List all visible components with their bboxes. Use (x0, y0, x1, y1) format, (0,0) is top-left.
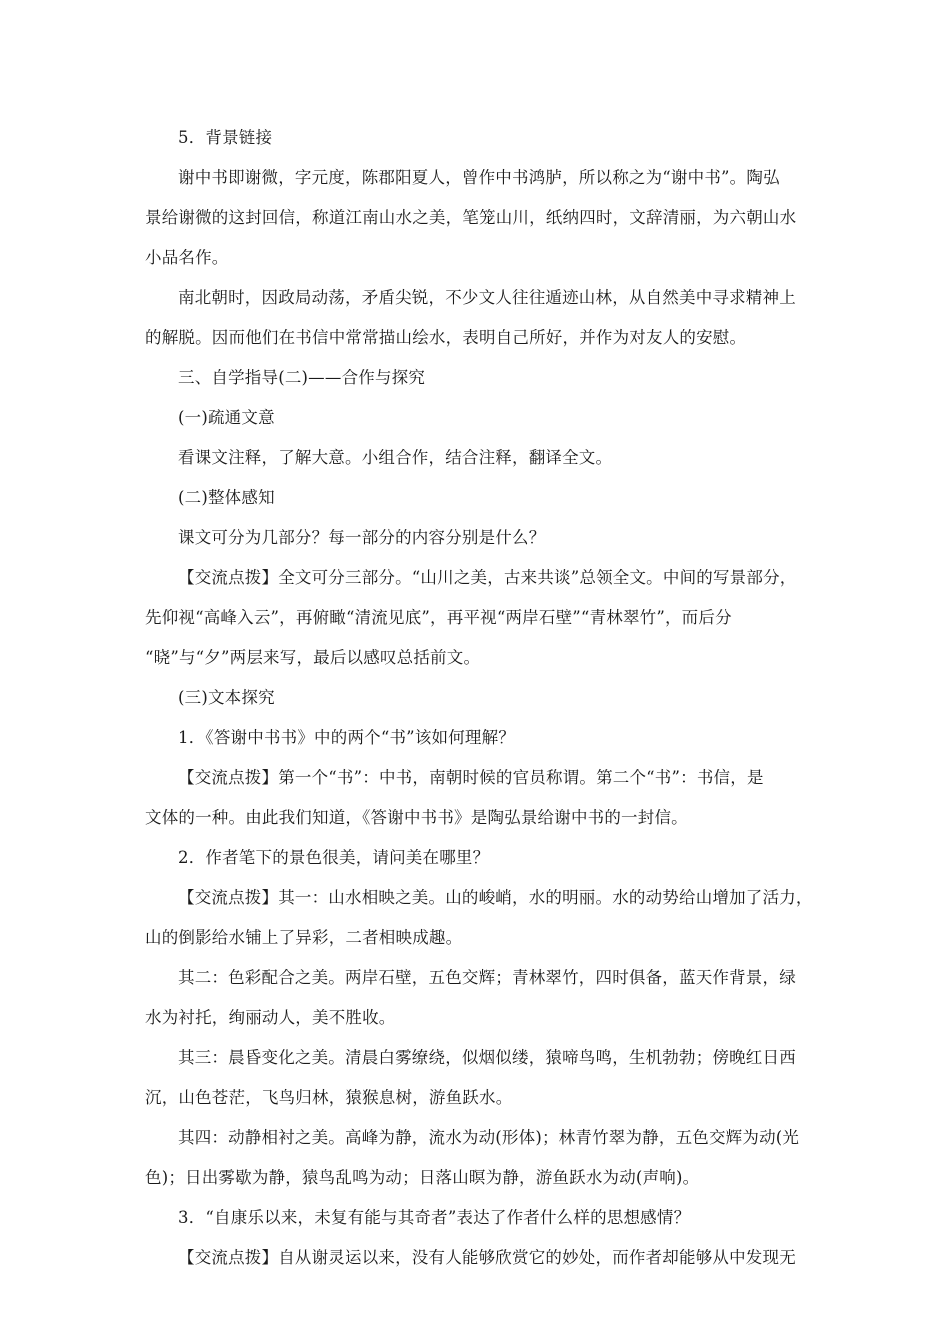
text-line: 【交流点拨】全文可分三部分。“山川之美，古来共谈”总领全文。中间的写景部分， (178, 568, 797, 587)
question-1: 1．《答谢中书书》中的两个“书”该如何理解？ (178, 728, 516, 747)
text-line: 南北朝时，因政局动荡，矛盾尖锐，不少文人往往遁迹山林，从自然美中寻求精神上 (178, 288, 796, 307)
text-line: 文体的一种。由此我们知道，《答谢中书书》是陶弘景给谢中书的一封信。 (145, 808, 688, 827)
text-line: 其二：色彩配合之美。两岸石壁，五色交辉；青林翠竹，四时俱备，蓝天作背景，绿 (178, 968, 796, 987)
question-2-answer-2 (145, 958, 807, 1038)
question-1-answer (145, 758, 807, 838)
text-line: 【交流点拨】第一个“书”：中书，南朝时候的官员称谓。第二个“书”：书信，是 (178, 768, 764, 787)
question-3: 3．“自康乐以来，未复有能与其奇者”表达了作者什么样的思想感情？ (178, 1208, 691, 1227)
question-2-answer-1 (145, 878, 813, 958)
question-2-answer-4 (145, 1118, 807, 1198)
text-line: 山的倒影给水铺上了异彩，二者相映成趣。 (145, 928, 463, 947)
text-line: 景给谢微的这封回信，称道江南山水之美，笔笼山川，纸纳四时，文辞清丽，为六朝山水 (145, 208, 797, 227)
text-line: 【交流点拨】自从谢灵运以来，没有人能够欣赏它的妙处，而作者却能够从中发现无 (178, 1248, 796, 1267)
text-line: 水为衬托，绚丽动人，美不胜收。 (145, 1008, 396, 1027)
document-body (145, 118, 813, 1278)
subheading-2-question: 课文可分为几部分？每一部分的内容分别是什么？ (178, 528, 546, 547)
text-line: 色)；日出雾歇为静，猿鸟乱鸣为动；日落山暝为静，游鱼跃水为动(声响)。 (145, 1168, 700, 1187)
section-heading-3: 三、自学指导(二)——合作与探究 (178, 368, 426, 387)
subheading-1-text: 看课文注释，了解大意。小组合作，结合注释，翻译全文。 (178, 448, 613, 467)
subheading-1: (一)疏通文意 (178, 408, 275, 427)
subheading-2-answer (145, 558, 807, 678)
paragraph-background-2 (145, 278, 807, 358)
text-line: “晓”与“夕”两层来写，最后以感叹总括前文。 (145, 648, 481, 667)
heading-background-link: 5．背景链接 (178, 128, 273, 147)
subheading-2: (二)整体感知 (178, 488, 275, 507)
text-line: 小品名作。 (145, 248, 229, 267)
text-line: 谢中书即谢微，字元度，陈郡阳夏人，曾作中书鸿胪，所以称之为“谢中书”。陶弘 (178, 168, 780, 187)
text-line: 其三：晨昏变化之美。清晨白雾缭绕，似烟似缕，猿啼鸟鸣，生机勃勃；傍晚红日西 (178, 1048, 796, 1067)
text-line: 先仰视“高峰入云”，再俯瞰“清流见底”，再平视“两岸石壁”“青林翠竹”，而后分 (145, 608, 732, 627)
question-2-answer-3 (145, 1038, 807, 1118)
question-2: 2．作者笔下的景色很美，请问美在哪里？ (178, 848, 490, 867)
text-line: 其四：动静相衬之美。高峰为静，流水为动(形体)；林青竹翠为静，五色交辉为动(光 (178, 1128, 800, 1147)
text-line: 的解脱。因而他们在书信中常常描山绘水，表明自己所好，并作为对友人的安慰。 (145, 328, 747, 347)
paragraph-background-1 (145, 158, 807, 278)
subheading-3: (三)文本探究 (178, 688, 275, 707)
question-3-answer (145, 1238, 807, 1278)
text-line: 【交流点拨】其一：山水相映之美。山的峻峭，水的明丽。水的动势给山增加了活力， (178, 888, 813, 907)
text-line: 沉，山色苍茫，飞鸟归林，猿猴息树，游鱼跃水。 (145, 1088, 513, 1107)
